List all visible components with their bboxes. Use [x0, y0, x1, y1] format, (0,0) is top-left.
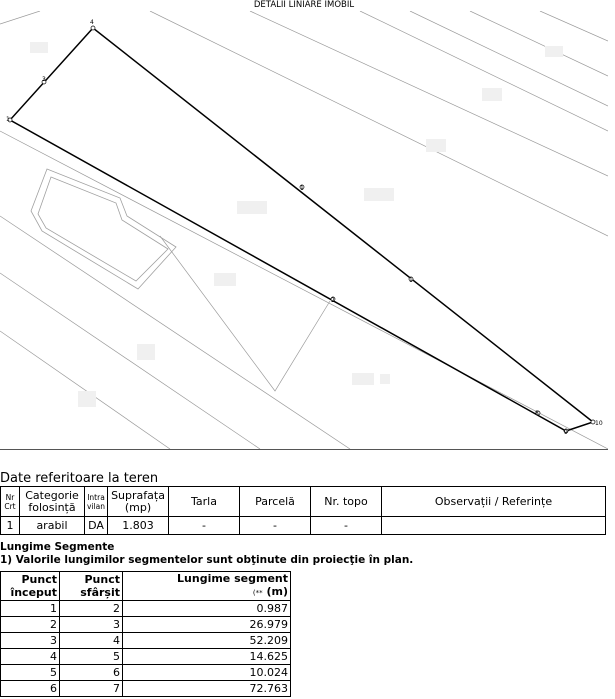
cell-end: 4	[60, 633, 123, 649]
vertex-label: 8	[535, 410, 539, 417]
table-row	[1, 617, 291, 633]
table-row	[1, 601, 291, 617]
cell-length: 72.763	[123, 681, 291, 697]
cell-length: 26.979	[123, 617, 291, 633]
background-parcel-lines	[0, 11, 608, 449]
vertex-markers	[8, 26, 595, 433]
parcel-boundary	[10, 28, 593, 431]
page-title: DETALII LINIARE IMOBIL	[0, 0, 608, 12]
cell-intravilan: DA	[85, 517, 108, 535]
vertex-label: 2	[331, 297, 335, 304]
unit-label: (m)	[266, 585, 288, 598]
col-header: Nr Crt	[1, 487, 20, 517]
map-label-patches	[30, 42, 563, 407]
cell-length: 52.209	[123, 633, 291, 649]
cell-end: 7	[60, 681, 123, 697]
table-row	[1, 665, 291, 681]
cell-observatii	[382, 517, 606, 535]
cell-end: 6	[60, 665, 123, 681]
cell-nr: 1	[1, 517, 20, 535]
cell-end: 3	[60, 617, 123, 633]
cell-area: 1.803	[108, 517, 169, 535]
cell-end: 2	[60, 601, 123, 617]
vertex-label: 9	[564, 429, 568, 436]
cell-start: 1	[1, 601, 60, 617]
cell-length: 10.024	[123, 665, 291, 681]
cell-start: 4	[1, 649, 60, 665]
table-row	[1, 649, 291, 665]
cell-nr-topo: -	[311, 517, 382, 535]
col-header: Suprafața (mp)	[108, 487, 169, 517]
building-outline	[31, 169, 176, 289]
cell-start: 5	[1, 665, 60, 681]
segments-heading	[0, 541, 413, 567]
col-header-end: Punct sfârșit	[60, 572, 123, 601]
col-header: Tarla	[169, 487, 240, 517]
vertex-label: 4	[90, 19, 94, 26]
cell-start: 2	[1, 617, 60, 633]
col-header: Categorie folosință	[20, 487, 85, 517]
table-row	[1, 517, 606, 535]
unit-marker: (**	[252, 589, 263, 597]
col-header-start: Punct început	[1, 572, 60, 601]
cell-length: 0.987	[123, 601, 291, 617]
col-header-length	[123, 572, 291, 601]
col-header: Intra vilan	[85, 487, 108, 517]
cell-start: 3	[1, 633, 60, 649]
length-label: Lungime segment	[177, 572, 288, 585]
segments-note: 1) Valorile lungimilor segmentelor sunt obţinute din proiecţie în plan.	[0, 554, 414, 566]
cell-end: 5	[60, 649, 123, 665]
cell-length: 14.625	[123, 649, 291, 665]
land-data-table	[0, 486, 606, 535]
cell-start: 6	[1, 681, 60, 697]
vertex-label: 3	[42, 76, 46, 83]
segments-title: Lungime Segmente	[0, 541, 115, 553]
segments-table	[0, 571, 291, 697]
col-header: Nr. topo	[311, 487, 382, 517]
table-header-row	[1, 572, 291, 601]
table-header-row	[1, 487, 606, 517]
vertex-label: 1	[6, 116, 10, 123]
cell-tarla: -	[169, 517, 240, 535]
table-row	[1, 681, 291, 697]
cadastral-plan	[0, 11, 608, 450]
vertex-label: 1	[300, 185, 304, 192]
col-header: Observații / Referințe	[382, 487, 606, 517]
vertex-label: 10	[595, 420, 603, 427]
cell-parcela: -	[240, 517, 311, 535]
table-row	[1, 633, 291, 649]
cell-category: arabil	[20, 517, 85, 535]
vertex-label: 1	[409, 277, 413, 284]
col-header: Parcelă	[240, 487, 311, 517]
section-title: Date referitoare la teren	[0, 471, 159, 486]
